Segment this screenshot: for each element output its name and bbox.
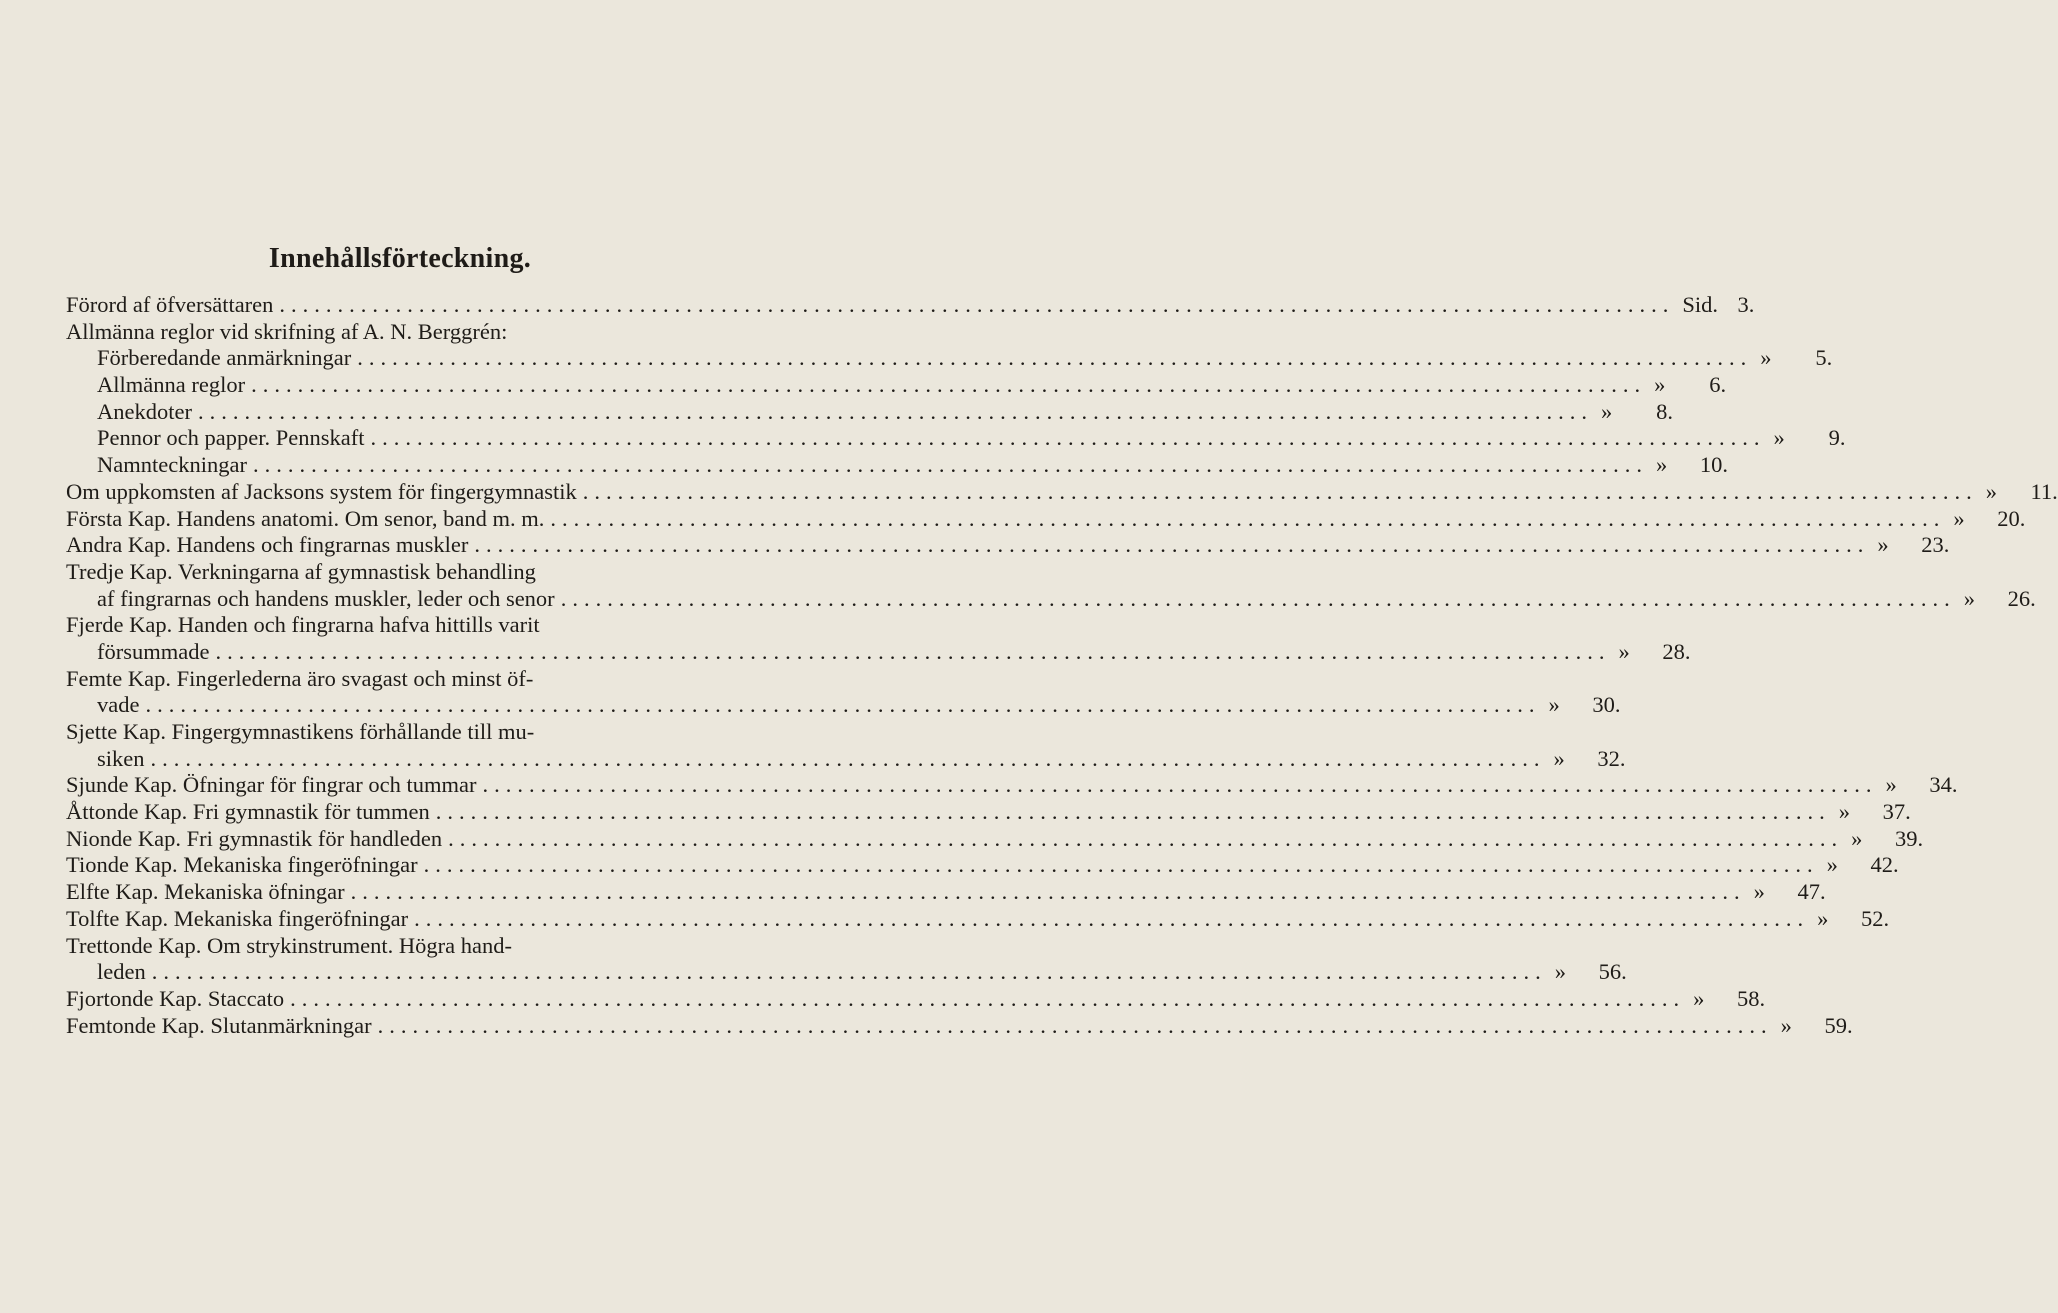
- toc-entry: [66, 345, 1833, 372]
- page-mark: »: [1953, 505, 1965, 531]
- page-mark: »: [1817, 905, 1829, 931]
- toc-entry-title: leden: [97, 959, 146, 985]
- page-reference: [1817, 906, 1889, 932]
- dot-leader: ........................................................................................................................: [550, 505, 1946, 531]
- page-reference: [1773, 425, 1845, 451]
- page-mark: »: [1760, 345, 1772, 371]
- page-reference: [1693, 986, 1765, 1012]
- toc-entry-title: Om uppkomsten af Jacksons system för fingergymnastik: [66, 478, 577, 504]
- page-mark: »: [1753, 879, 1765, 905]
- page-reference: [1886, 772, 1958, 798]
- toc-entry: [66, 745, 1626, 773]
- page-number: 56.: [1598, 959, 1627, 985]
- toc-entry-title: Förord af öfversättaren: [66, 292, 274, 317]
- toc-entry: [66, 933, 734, 960]
- page-mark: »: [1548, 692, 1560, 718]
- page-mark: »: [1985, 478, 1998, 504]
- toc-entry-title: Nionde Kap. Fri gymnastik för handleden: [66, 825, 443, 851]
- toc-entry-title: Åttonde Kap. Fri gymnastik för tummen: [66, 799, 430, 825]
- toc-entry-title: af fingrarnas och handens muskler, leder och senor: [97, 585, 555, 611]
- toc-entry: [66, 478, 2058, 506]
- page-reference: [1618, 639, 1690, 665]
- page-mark: »: [1654, 372, 1666, 398]
- toc-entry-title: Elfte Kap. Mekaniska öfningar: [66, 879, 345, 905]
- toc-entry-title: försummade: [97, 638, 210, 664]
- page-reference: [1953, 506, 2025, 532]
- page-number: 47.: [1797, 879, 1826, 905]
- page-number: 8.: [1656, 398, 1673, 424]
- page-mark: »: [1553, 745, 1565, 771]
- page-reference: [1986, 479, 2058, 505]
- dot-leader: ........................................................................................................................: [423, 852, 1819, 878]
- page-mark: »: [1600, 398, 1613, 424]
- page-reference: [1827, 852, 1899, 878]
- toc-entry-title: Tolfte Kap. Mekaniska fingeröfningar: [66, 905, 409, 931]
- toc-entry-title: Anekdoter: [97, 398, 192, 424]
- dot-leader: ........................................................................................................................: [150, 745, 1546, 771]
- toc-entry-title: Första Kap. Handens anatomi. Om senor, band m. m.: [66, 505, 545, 531]
- dot-leader: ........................................................................................................................: [252, 452, 1648, 478]
- toc-entry: [66, 612, 734, 639]
- toc-entry-title: Allmänna reglor vid skrifning af A. N. Berggrén:: [66, 318, 508, 344]
- dot-leader: ........................................................................................................................: [279, 292, 1675, 317]
- page-number: 59.: [1824, 1012, 1853, 1038]
- toc-entry: [66, 585, 2036, 613]
- page-mark: »: [1838, 799, 1850, 825]
- dot-leader: ........................................................................................................................: [482, 772, 1878, 798]
- toc-entry-title: Namnteckningar: [97, 452, 247, 478]
- dot-leader: ........................................................................................................................: [215, 638, 1611, 664]
- toc-entry: [66, 799, 1911, 826]
- toc-entry: [66, 879, 1826, 906]
- toc-entry: [66, 666, 734, 693]
- toc-entry: [66, 638, 1691, 666]
- toc-entry-title: Fjortonde Kap. Staccato: [66, 985, 285, 1011]
- toc-entry: [66, 452, 1728, 479]
- toc-entry: [66, 825, 1924, 853]
- page-reference: [1654, 372, 1726, 398]
- page-reference: [1754, 879, 1826, 905]
- toc-entry-title: Sjunde Kap. Öfningar för fingrar och tummar: [66, 772, 477, 798]
- page-number: 26.: [2007, 585, 2036, 611]
- page-mark: »: [1655, 452, 1668, 478]
- page-number: 34.: [1929, 772, 1958, 798]
- toc-entry: [66, 398, 1673, 426]
- page-reference: [1656, 452, 1728, 478]
- dot-leader: ........................................................................................................................: [357, 345, 1753, 371]
- page-reference: [1760, 345, 1832, 371]
- page-mark: »: [1885, 772, 1897, 798]
- dot-leader: ........................................................................................................................: [145, 692, 1541, 718]
- page-number: 28.: [1662, 638, 1691, 664]
- dot-leader: ........................................................................................................................: [474, 532, 1870, 558]
- table-of-contents: [66, 292, 2058, 1039]
- page-mark: »: [1693, 985, 1705, 1011]
- toc-entry: [66, 852, 1899, 879]
- page-reference: [1839, 799, 1911, 825]
- dot-leader: ........................................................................................................................: [377, 1012, 1773, 1038]
- toc-entry: [66, 772, 1958, 799]
- page-number: 3.: [1737, 292, 1755, 317]
- toc-entry: [66, 372, 1727, 399]
- toc-entry: [66, 905, 1890, 933]
- page-number: 39.: [1895, 825, 1924, 851]
- dot-leader: ........................................................................................................................: [448, 825, 1844, 851]
- page-number: 20.: [1997, 505, 2026, 531]
- page-reference: [1682, 292, 1754, 318]
- page-reference: [1781, 1013, 1853, 1039]
- toc-entry-title: siken: [97, 745, 145, 771]
- page-mark: »: [1963, 585, 1975, 611]
- toc-entry: [66, 532, 1950, 559]
- toc-entry: [66, 505, 2026, 533]
- toc-entry-title: Femtonde Kap. Slutanmärkningar: [66, 1012, 372, 1038]
- page-number: 11.: [2030, 478, 2058, 504]
- page-mark: »: [1773, 425, 1785, 451]
- page-number: 42.: [1870, 852, 1899, 878]
- dot-leader: ........................................................................................................................: [435, 799, 1831, 825]
- page-reference: [1555, 959, 1627, 985]
- toc-entry-title: Sjette Kap. Fingergymnastikens förhållande till mu-: [66, 719, 535, 744]
- page-mark: »: [1877, 532, 1889, 558]
- toc-entry-title: Förberedande anmärkningar: [97, 345, 352, 371]
- page-reference: [1964, 586, 2036, 612]
- page-number: 32.: [1597, 745, 1626, 771]
- page-number: 23.: [1921, 532, 1950, 558]
- toc-entry: [66, 319, 734, 346]
- toc-entry-title: Tredje Kap. Verkningarna af gymnastisk behandling: [66, 558, 536, 584]
- dot-leader: ........................................................................................................................: [197, 398, 1593, 424]
- toc-entry-title: Trettonde Kap. Om strykinstrument. Högra hand-: [66, 932, 512, 958]
- page-mark: »: [1618, 638, 1630, 664]
- toc-entry: [66, 559, 734, 586]
- toc-entry: [66, 692, 1621, 719]
- page-mark: »: [1780, 1012, 1792, 1038]
- page-number: 5.: [1815, 345, 1833, 371]
- dot-leader: ........................................................................................................................: [560, 585, 1956, 611]
- page-mark: »: [1554, 959, 1566, 985]
- toc-entry: [66, 1012, 1853, 1040]
- page-number: 9.: [1828, 425, 1846, 451]
- page-mark: »: [1826, 852, 1838, 878]
- toc-entry: [66, 959, 1627, 986]
- toc-entry: [66, 425, 1846, 452]
- dot-leader: ........................................................................................................................: [350, 879, 1746, 905]
- dot-leader: ........................................................................................................................: [151, 959, 1547, 985]
- toc-entry-title: vade: [97, 692, 140, 718]
- toc-entry-title: Femte Kap. Fingerlederna äro svagast och minst öf-: [66, 665, 534, 691]
- page-number: 10.: [1699, 452, 1728, 478]
- page-title: Innehållsförteckning.: [268, 243, 532, 274]
- page-reference: [1851, 826, 1923, 852]
- page-reference: [1548, 692, 1620, 718]
- dot-leader: ........................................................................................................................: [251, 372, 1647, 398]
- toc-entry-title: Allmänna reglor: [97, 372, 246, 398]
- page-number: 37.: [1882, 799, 1911, 825]
- page-number: 30.: [1592, 692, 1621, 718]
- toc-entry: [66, 719, 734, 746]
- page-mark: Sid.: [1682, 292, 1719, 317]
- page-number: 52.: [1860, 905, 1890, 931]
- page-mark: »: [1851, 825, 1863, 851]
- toc-entry: [66, 292, 1755, 319]
- toc-entry-title: Tionde Kap. Mekaniska fingeröfningar: [66, 852, 418, 878]
- dot-leader: ........................................................................................................................: [582, 478, 1978, 504]
- toc-entry-title: Fjerde Kap. Handen och fingrarna hafva hittills varit: [66, 612, 540, 638]
- page-reference: [1554, 746, 1626, 772]
- page-number: 6.: [1709, 372, 1727, 398]
- toc-entry-title: Andra Kap. Handens och fingrarnas muskler: [66, 532, 469, 558]
- dot-leader: ........................................................................................................................: [290, 985, 1686, 1011]
- page-reference: [1601, 399, 1673, 425]
- page-number: 58.: [1736, 985, 1766, 1011]
- toc-entry-title: Pennor och papper. Pennskaft: [97, 425, 365, 451]
- dot-leader: ........................................................................................................................: [370, 425, 1766, 451]
- dot-leader: ........................................................................................................................: [414, 905, 1810, 931]
- page-reference: [1877, 532, 1949, 558]
- toc-entry: [66, 985, 1766, 1013]
